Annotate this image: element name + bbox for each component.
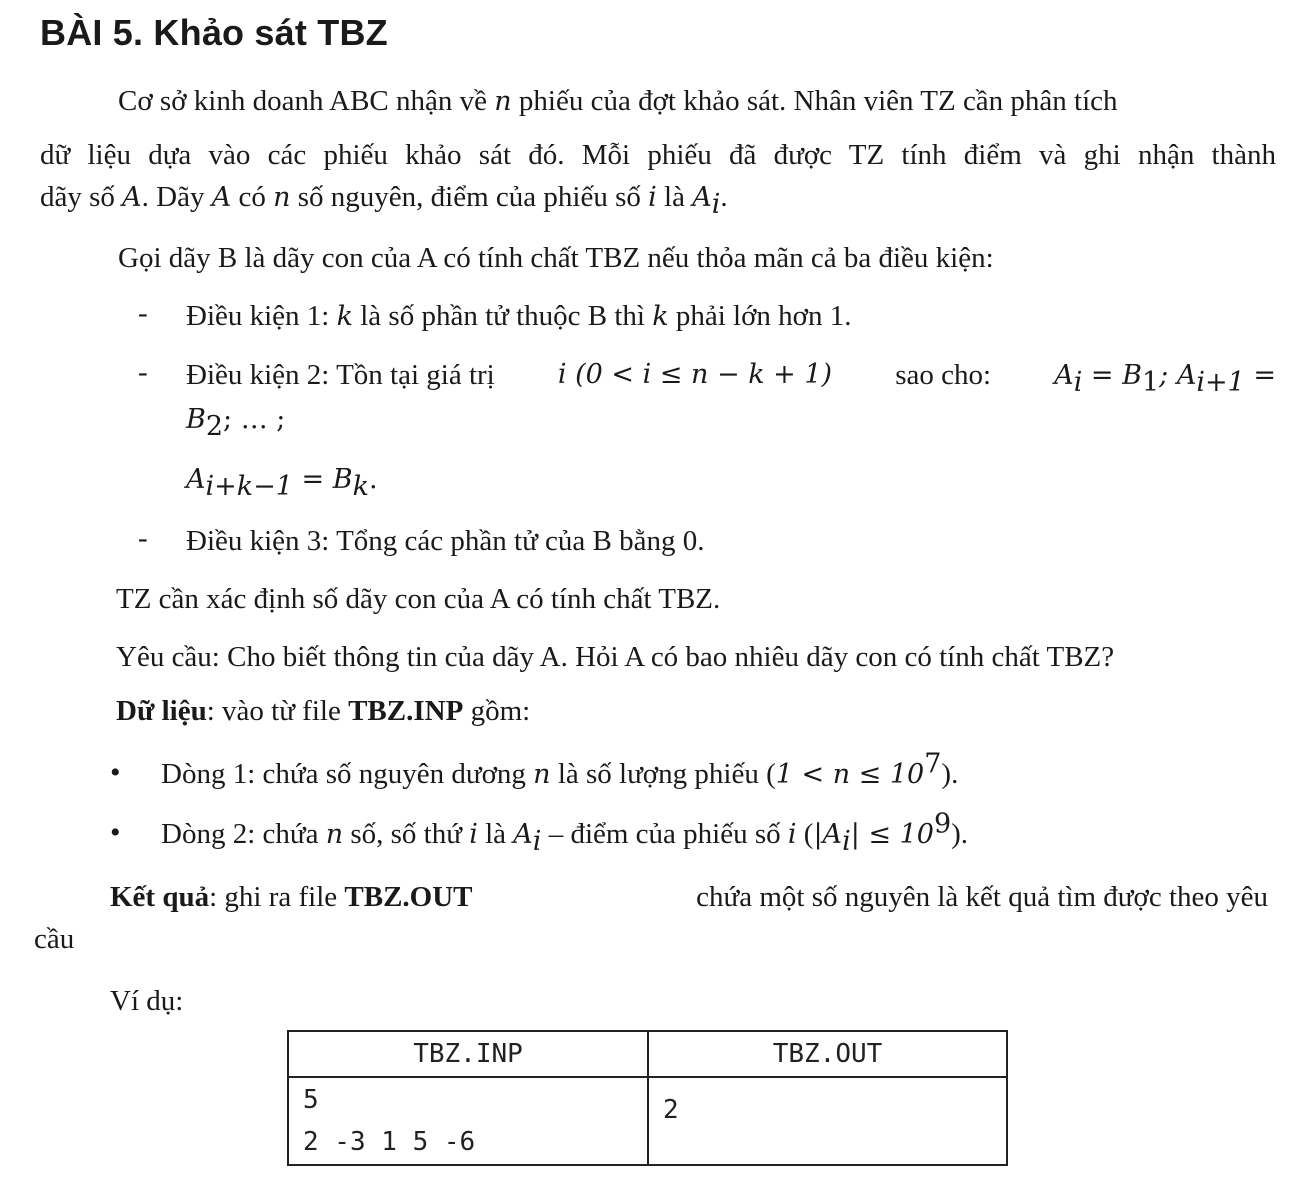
- input-line: 2 -3 1 5 -6: [303, 1127, 476, 1157]
- input-line-1: [161, 748, 959, 792]
- math-subscript: i: [842, 825, 851, 857]
- math-i: i: [648, 182, 657, 213]
- definition-line: Gọi dãy B là dãy con của A có tính chất TBZ nếu thỏa mãn cả ba điều kiện:: [118, 242, 994, 274]
- spec-text: : ghi ra file: [209, 881, 345, 913]
- intro-text: là: [656, 181, 693, 213]
- task-line: TZ cần xác định số dãy con của A có tính chất TBZ.: [116, 583, 721, 615]
- math-subscript: 2: [205, 410, 224, 442]
- example-data-row: [288, 1077, 1007, 1165]
- math-n: n: [273, 182, 291, 213]
- spec-text: – điểm của phiếu số: [541, 818, 788, 850]
- math-n: n: [494, 86, 512, 117]
- input-filename: TBZ.INP: [348, 695, 464, 727]
- math-subscript: i: [711, 188, 721, 220]
- spec-text: gồm:: [463, 695, 531, 727]
- math-Ai1: ; A: [1159, 360, 1197, 391]
- condition-3: Điều kiện 3: Tổng các phần tử của B bằng 0.: [186, 525, 705, 557]
- example-table: [287, 1030, 1008, 1166]
- math-ellipsis: ; … ;: [223, 404, 286, 435]
- spec-text: Dòng 2: chứa: [161, 818, 326, 850]
- math-A: A: [211, 182, 232, 213]
- requirement-line: Yêu cầu: Cho biết thông tin của dãy A. Hỏi A có bao nhiêu dãy con có tính chất TBZ?: [116, 641, 1115, 673]
- input-line-2: [161, 808, 969, 857]
- math-k: k: [652, 301, 669, 332]
- math-equals: =: [1244, 360, 1276, 391]
- math-A: A: [122, 182, 142, 213]
- math-Ai: A: [692, 182, 712, 213]
- math-Bk: = B: [292, 464, 353, 495]
- intro-line-2: dữ liệu dựa vào các phiếu khảo sát đó. Mỗi phiếu đã được TZ tính điểm và ghi nhận thành: [40, 139, 1276, 171]
- math-A-last: A: [186, 464, 206, 495]
- condition-2-continued: [186, 402, 286, 442]
- example-label: Ví dụ:: [110, 985, 184, 1017]
- intro-text: phiếu của đợt khảo sát. Nhân viên TZ cần phân tích: [511, 85, 1118, 117]
- intro-text: có: [231, 181, 274, 213]
- math-n: n: [533, 759, 551, 790]
- spec-text: là số lượng phiếu (: [550, 758, 776, 790]
- condition-text: phải lớn hơn 1.: [668, 300, 852, 332]
- math-exponent: 7: [924, 748, 942, 780]
- math-Ai: A: [513, 819, 533, 850]
- spec-text: chứa một số nguyên là kết quả tìm được theo yêu: [696, 881, 1268, 913]
- math-subscript: i+k−1: [205, 470, 293, 502]
- spec-text: : vào từ file: [206, 695, 349, 727]
- intro-text: số nguyên, điểm của phiếu số: [290, 181, 649, 213]
- math-period: .: [368, 464, 378, 495]
- condition-text: Điều kiện 2: Tồn tại giá trị: [186, 359, 495, 391]
- output-label: Kết quả: [110, 881, 210, 913]
- output-cell: [648, 1077, 1007, 1165]
- math-B2: B: [186, 404, 206, 435]
- math-n: n: [325, 819, 344, 850]
- intro-line-1: [118, 84, 1118, 119]
- condition-text: là số phần tử thuộc B thì: [352, 300, 653, 332]
- math-subscript: i: [1073, 366, 1083, 398]
- condition-2: [186, 358, 1276, 398]
- math-constraint: 1 < n ≤ 10: [775, 759, 925, 790]
- input-cell: [288, 1077, 648, 1165]
- dash-marker: -: [138, 297, 148, 329]
- intro-text: .: [720, 181, 728, 213]
- math-k: k: [336, 301, 353, 332]
- math-range: i (0 < i ≤ n − k + 1): [557, 359, 833, 390]
- condition-2-last: [186, 462, 378, 502]
- dash-marker: -: [138, 522, 148, 554]
- spec-text: Dòng 1: chứa số nguyên dương: [161, 758, 534, 790]
- math-Ai: A: [1054, 360, 1074, 391]
- math-i: i: [787, 819, 797, 850]
- output-spec: [110, 880, 1268, 914]
- math-exponent: 9: [933, 808, 952, 840]
- bullet-marker: •: [110, 816, 121, 849]
- intro-text: dãy số: [40, 181, 123, 213]
- math-i: i: [469, 819, 478, 850]
- spec-text: số, số thứ: [343, 818, 470, 850]
- math-constraint: | ≤ 10: [850, 819, 934, 850]
- output-spec-wrap: cầu: [34, 923, 75, 955]
- output-filename: TBZ.OUT: [344, 881, 473, 913]
- intro-text: . Dãy: [141, 181, 212, 213]
- intro-line-3: [40, 180, 728, 220]
- bullet-marker: •: [110, 756, 121, 789]
- condition-text: Điều kiện 1:: [186, 300, 337, 332]
- input-file-header: TBZ.INP: [288, 1031, 648, 1077]
- dash-marker: -: [138, 356, 148, 388]
- math-subscript: k: [352, 470, 369, 502]
- spec-text: ).: [951, 818, 969, 850]
- spec-text: (: [796, 818, 814, 850]
- math-subscript: i+1: [1196, 366, 1245, 398]
- math-B1: = B: [1082, 360, 1142, 391]
- example-header-row: [288, 1031, 1007, 1077]
- condition-text: sao cho:: [895, 359, 992, 391]
- output-file-header: TBZ.OUT: [648, 1031, 1007, 1077]
- spec-text: ).: [941, 758, 959, 790]
- output-line: 2: [663, 1095, 679, 1125]
- spec-text: là: [477, 818, 514, 850]
- math-subscript: i: [532, 825, 542, 857]
- intro-text: Cơ sở kinh doanh ABC nhận về: [118, 85, 495, 117]
- page-title: BÀI 5. Khảo sát TBZ: [40, 12, 388, 53]
- input-line: 5: [303, 1085, 319, 1115]
- input-label: Dữ liệu: [116, 695, 207, 727]
- input-spec: [116, 694, 530, 728]
- math-abs: |A: [813, 819, 843, 850]
- condition-1: [186, 299, 852, 334]
- math-subscript: 1: [1141, 366, 1160, 398]
